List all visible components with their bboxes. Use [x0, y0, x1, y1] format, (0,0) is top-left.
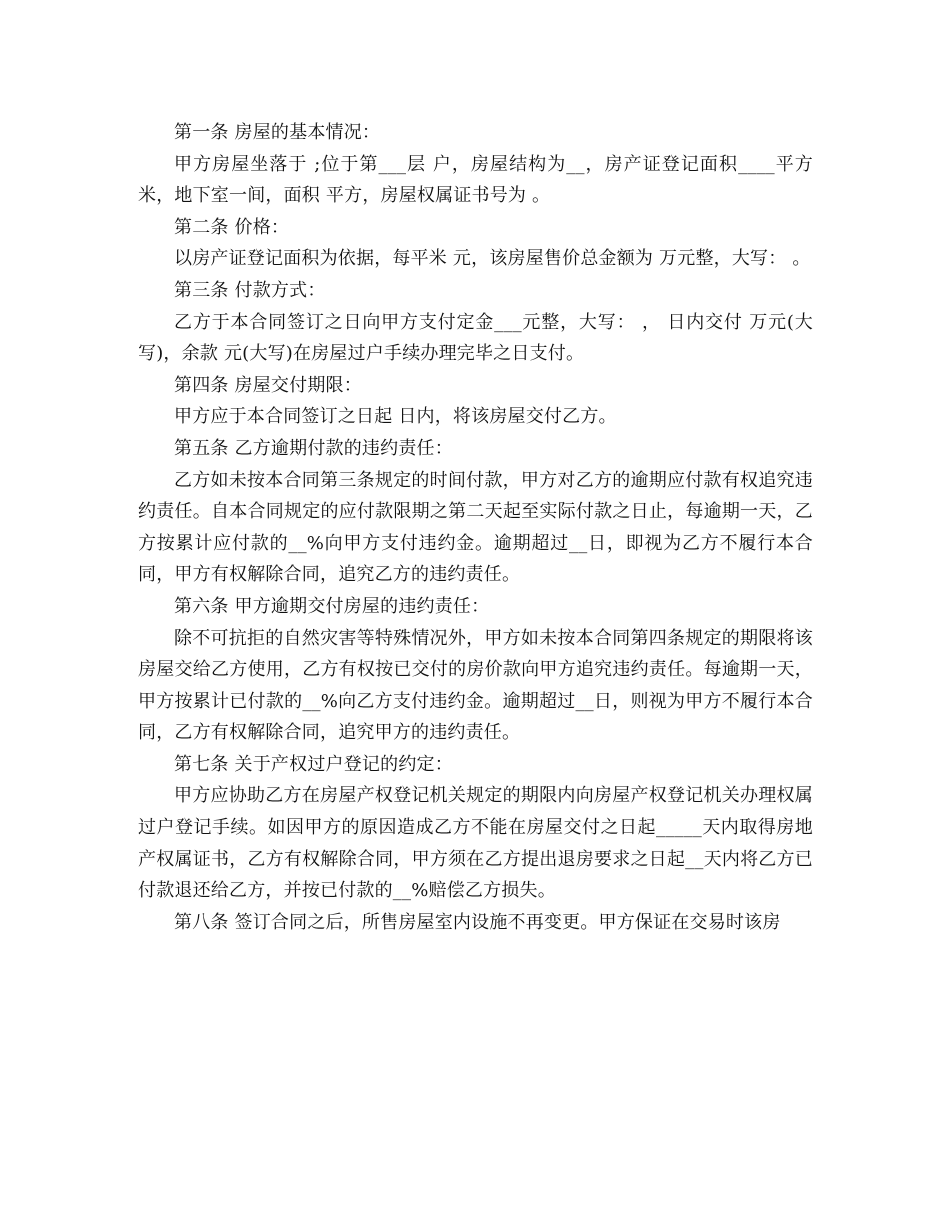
- clause-7-body: 甲方应协助乙方在房屋产权登记机关规定的期限内向房屋产权登记机关办理权属过户登记手续。如因甲方的原因造成乙方不能在房屋交付之日起_____天内取得房地产权属证书，乙方有权解除合同，甲方须在乙方提出退房要求之日起__天内将乙方已付款退还给乙方，并按已付款的__%赔偿乙方损失。: [138, 785, 813, 902]
- clause-6-heading: 第六条 甲方逾期交付房屋的违约责任：: [174, 595, 490, 617]
- clause-5-body: 乙方如未按本合同第三条规定的时间付款，甲方对乙方的逾期应付款有权追究违约责任。自本合同规定的应付款限期之第二天起至实际付款之日止，每逾期一天，乙方按累计应付款的__%向甲方支付违约金。逾期超过__日，即视为乙方不履行本合同，甲方有权解除合同，追究乙方的违约责任。: [138, 469, 813, 586]
- clause-1-heading: 第一条 房屋的基本情况：: [174, 122, 381, 143]
- clause-2-heading: 第二条 价格：: [174, 216, 290, 238]
- clause-4-body: 甲方应于本合同签订之日起 日内，将该房屋交付乙方。: [174, 406, 617, 428]
- clause-4-heading: 第四条 房屋交付期限：: [174, 374, 362, 396]
- clause-2-body: 以房产证登记面积为依据，每平米 元，该房屋售价总金额为 万元整，大写： 。: [174, 248, 811, 270]
- clause-3-body: 乙方于本合同签订之日向甲方支付定金___元整，大写： ， 日内交付 万元(大写)，余款 元(大写)在房屋过户手续办理完毕之日支付。: [138, 311, 813, 365]
- clause-8-body: 第八条 签订合同之后，所售房屋室内设施不再变更。甲方保证在交易时该房: [174, 911, 781, 933]
- clause-5-heading: 第五条 乙方逾期付款的违约责任：: [174, 437, 453, 459]
- clause-7-heading: 第七条 关于产权过户登记的约定：: [174, 753, 453, 775]
- clause-1-body: 甲方房屋坐落于 ;位于第___层 户，房屋结构为__，房产证登记面积____平方米，地下室一间，面积 平方，房屋权属证书号为 。: [138, 153, 813, 207]
- clause-6-body: 除不可抗拒的自然灾害等特殊情况外，甲方如未按本合同第四条规定的期限将该房屋交给乙方使用，乙方有权按已交付的房价款向甲方追究违约责任。每逾期一天，甲方按累计已付款的__%向乙方支付违约金。逾期超过__日，则视为甲方不履行本合同，乙方有权解除合同，追究甲方的违约责任。: [138, 627, 813, 744]
- clause-3-heading: 第三条 付款方式：: [174, 279, 326, 301]
- contract-body: [138, 117, 813, 938]
